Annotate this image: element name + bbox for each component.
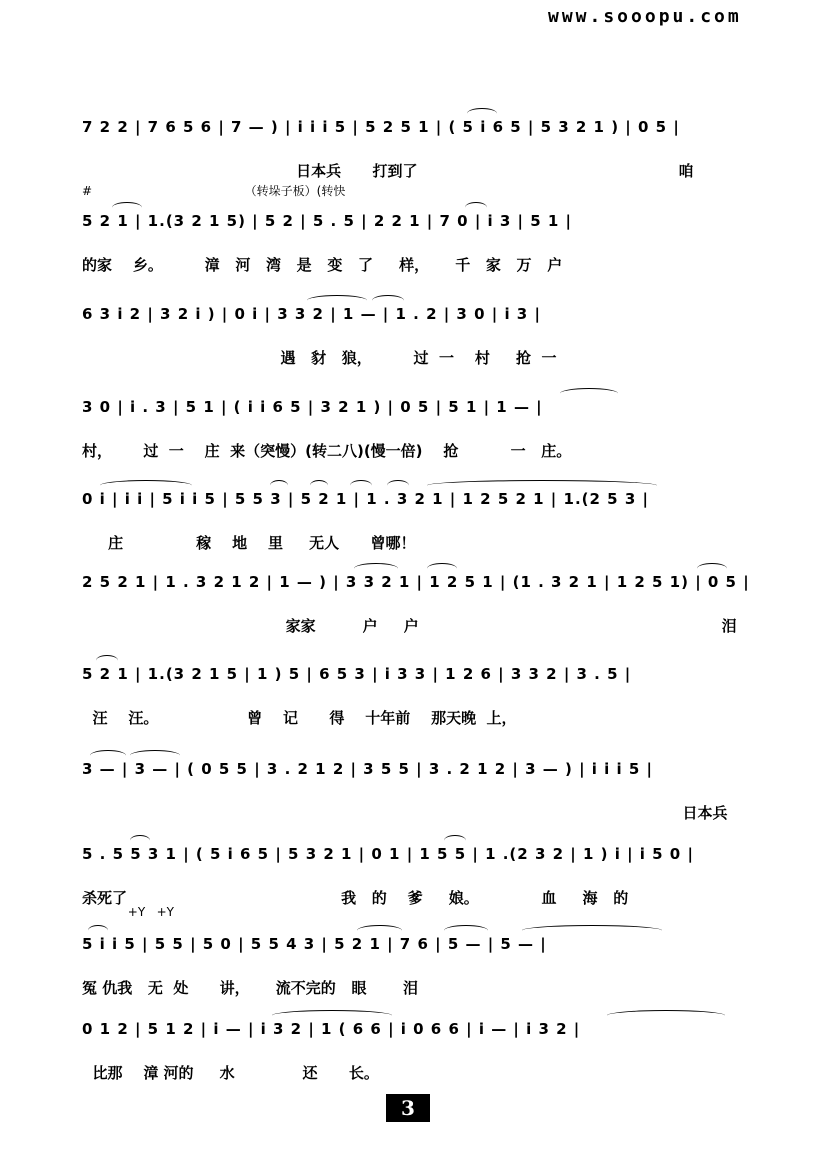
- slur: [607, 1010, 725, 1021]
- system-11-notes: 0 1 2 | 5 1 2 | i — | i 3 2 | 1 ( 6 6 | i 0 6 6 | i — | i 3 2 |: [82, 1020, 581, 1038]
- system-2-annotations: # （转垛子板）(转快: [82, 184, 346, 198]
- slur: [270, 480, 288, 491]
- slur: [465, 202, 487, 213]
- slur: [272, 1010, 392, 1021]
- score-system-3: [82, 305, 752, 395]
- slur: [372, 295, 404, 306]
- score-system-9: [82, 845, 752, 935]
- site-watermark: www.sooopu.com: [548, 6, 742, 27]
- slur: [427, 563, 457, 574]
- slur: [354, 563, 398, 574]
- system-7-notes: 5 2 1 | 1.(3 2 1 5 | 1 ) 5 | 6 5 3 | i 3 3 | 1 2 6 | 3 3 2 | 3 . 5 |: [82, 665, 632, 683]
- system-7-lyrics: 汪 汪。 曾 记 得 十年前 那天晚 上，: [82, 709, 517, 727]
- slur: [90, 750, 126, 761]
- slur: [467, 108, 497, 119]
- slur: [560, 388, 618, 399]
- system-10-notes: 5 i i 5 | 5 5 | 5 0 | 5 5 4 3 | 5 2 1 | 7 6 | 5 — | 5 — |: [82, 935, 547, 953]
- system-10-lyrics: 冤 仇我 无 处 讲， 流不完的 眼 泪: [82, 979, 418, 997]
- system-9-lyrics: 杀死了 我 的 爹 娘。 血 海 的: [82, 889, 629, 907]
- page-number: 3: [401, 1096, 415, 1120]
- page-number-badge: [386, 1094, 430, 1122]
- slur: [427, 480, 657, 491]
- slur: [387, 480, 409, 491]
- system-6-notes: 2 5 2 1 | 1 . 3 2 1 2 | 1 — ) | 3 3 2 1 | 1 2 5 1 | (1 . 3 2 1 | 1 2 5 1) | 0 5 |: [82, 573, 750, 591]
- slur: [130, 835, 150, 846]
- slur: [310, 480, 328, 491]
- system-2-lyrics: 的家 乡。 漳 河 湾 是 变 了 样， 千 家 万 户: [82, 256, 563, 274]
- score-system-7: [82, 665, 752, 755]
- slur: [96, 655, 118, 666]
- score-system-2: [82, 184, 752, 302]
- score-system-6: [82, 573, 752, 663]
- system-8-notes: 3 — | 3 — | ( 0 5 5 | 3 . 2 1 2 | 3 5 5 | 3 . 2 1 2 | 3 — ) | i i i 5 |: [82, 760, 654, 778]
- system-5-lyrics: 庄 稼 地 里 无人 曾哪！: [82, 534, 416, 552]
- system-2-notes: 5 2 1 | 1.(3 2 1 5) | 5 2 | 5 . 5 | 2 2 1 | 7 0 | i 3 | 5 1 |: [82, 212, 573, 230]
- system-4-notes: 3 0 | i . 3 | 5 1 | ( i i 6 5 | 3 2 1 ) | 0 5 | 5 1 | 1 — |: [82, 398, 543, 416]
- system-10-annotations: +Y +Y: [82, 905, 174, 919]
- score-system-8: [82, 760, 752, 850]
- system-1-lyrics: 日本兵 打到了 咱: [82, 162, 694, 180]
- slur: [357, 925, 402, 936]
- slur: [88, 925, 108, 936]
- system-9-notes: 5 . 5 5 3 1 | ( 5 i 6 5 | 5 3 2 1 | 0 1 | 1 5 5 | 1 .(2 3 2 | 1 ) i | i 5 0 |: [82, 845, 694, 863]
- slur: [522, 925, 662, 936]
- system-11-lyrics: 比那 漳 河的 水 还 长。: [82, 1064, 379, 1082]
- system-1-notes: 7 2 2 | 7 6 5 6 | 7 — ) | i i i 5 | 5 2 5 1 | ( 5 i 6 5 | 5 3 2 1 ) | 0 5 |: [82, 118, 680, 136]
- slur: [697, 563, 727, 574]
- slur: [444, 925, 488, 936]
- system-5-notes: 0 i | i i | 5 i i 5 | 5 5 3 | 5 2 1 | 1 . 3 2 1 | 1 2 5 2 1 | 1.(2 5 3 |: [82, 490, 649, 508]
- slur: [307, 295, 367, 306]
- slur: [130, 750, 180, 761]
- system-8-lyrics: 日本兵: [82, 804, 728, 822]
- slur: [350, 480, 372, 491]
- system-3-lyrics: 遇 豺 狼， 过 一 村 抢 一: [82, 349, 557, 367]
- slur: [444, 835, 466, 846]
- score-system-4: [82, 398, 752, 488]
- slur: [100, 480, 192, 491]
- system-4-lyrics: 村， 过 一 庄 来（突慢）(转二八)(慢一倍) 抢 一 庄。: [82, 442, 572, 460]
- system-3-notes: 6 3 i 2 | 3 2 i ) | 0 i | 3 3 2 | 1 — | 1 . 2 | 3 0 | i 3 |: [82, 305, 541, 323]
- slur: [112, 202, 142, 213]
- score-system-5: [82, 490, 752, 580]
- system-6-lyrics: 家家 户 户 泪: [82, 617, 737, 635]
